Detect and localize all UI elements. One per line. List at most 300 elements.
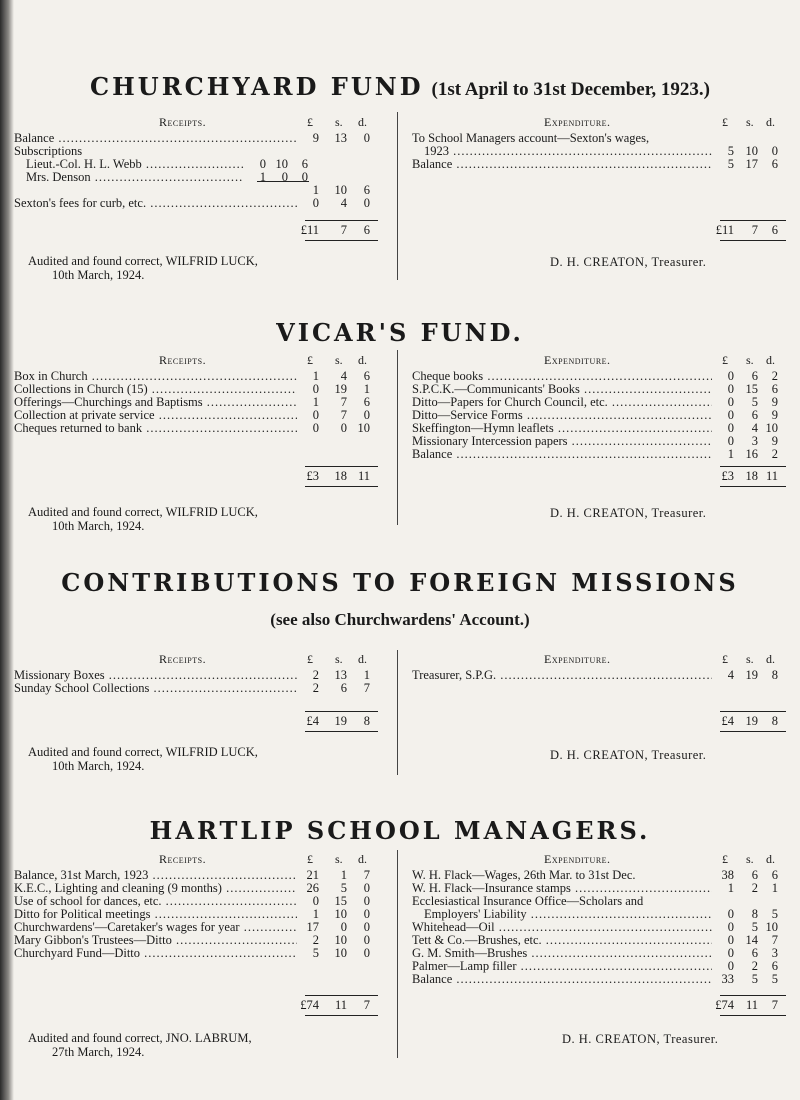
total-rule-bottom [305,486,378,487]
ledger-total-amount: 11 [334,998,347,1012]
ledger-amount: 0 [727,907,734,921]
audit-date: 27th March, 1924. [52,1045,145,1059]
ledger-row [14,669,376,682]
ledger-amount: 0 [340,421,347,435]
ledger-item-label: Palmer—Lamp filler ..... [412,960,712,973]
ledger-item-label: Balance ..... [412,973,712,986]
ledger-item-label: Offerings—Churchings and Baptisms ..... [14,396,297,409]
ledger-amount: 0 [363,894,370,908]
ledger-item-label: Mrs. Denson ..... [26,171,244,184]
ledger-row [412,383,782,396]
vicar-receipts [14,354,376,494]
ledger-row [14,934,376,947]
ledger-amount: 0 [727,369,734,383]
ledger-item-label: Use of school for dances, etc. ..... [14,895,297,908]
currency-column-header: s. [335,852,343,866]
ledger-amount: 33 [721,972,734,986]
ledger-amount: 6 [363,183,370,197]
ledger-item-label: Collection at private service ..... [14,409,297,422]
ledger-item-label: Collections in Church (15) ..... [14,383,297,396]
ledger-sub-amount: 0 [259,157,266,171]
total-rule-bottom [720,240,786,241]
ledger-amount: 17 [745,157,758,171]
ledger-row [14,145,376,158]
ledger-item-label: Ditto—Papers for Church Council, etc. ..... [412,396,712,409]
ledger-total-row [14,715,376,728]
ledger-item-label: Sunday School Collections ..... [14,682,297,695]
ledger-amount: 15 [334,894,347,908]
school-receipts [14,853,376,1028]
missions-expenditure [412,653,782,743]
ledger-amount: 10 [765,920,778,934]
ledger-amount: 1 [340,868,347,882]
churchyard-audit [28,254,258,282]
ledger-amount: 6 [751,408,758,422]
ledger-amount: 6 [751,946,758,960]
ledger-total-amount: 7 [363,998,370,1012]
ledger-amount: 6 [751,868,758,882]
ledger-sub-amount: 1 [259,170,266,184]
ledger-sub-amount: 0 [301,170,308,184]
currency-column-header: £ [307,115,313,129]
ledger-amount: 6 [363,395,370,409]
ledger-row [412,435,782,448]
ledger-item-label: S.P.C.K.—Communicants' Books ..... [412,383,712,396]
ledger-total-amount: 11 [745,998,758,1012]
ledger-amount: 0 [727,946,734,960]
currency-column-header: d. [766,852,775,866]
ledger-amount: 0 [363,907,370,921]
ledger-amount: 4 [340,196,347,210]
expenditure-heading: Expenditure. [544,852,611,866]
ledger-total-amount: £3 [306,469,319,483]
ledger-amount: 10 [334,946,347,960]
churchyard-receipts [14,116,376,246]
ledger-row [412,921,782,934]
ledger-row [412,908,782,921]
ledger-amount: 15 [745,382,758,396]
ledger-amount: 0 [363,920,370,934]
ledger-sub-amount: 0 [281,170,288,184]
ledger-row [14,409,376,422]
column-divider [397,650,398,775]
ledger-amount: 4 [340,369,347,383]
ledger-row [412,947,782,960]
vicars-fund-title: VICAR'S FUND. [276,318,524,347]
ledger-item-label: Skeffington—Hymn leaflets ..... [412,422,712,435]
expenditure-heading: Expenditure. [544,115,611,129]
total-rule-top [720,466,786,467]
total-rule-bottom [720,731,786,732]
audit-date: 10th March, 1924. [52,268,145,282]
total-rule-top [305,466,378,467]
currency-column-header: d. [358,115,367,129]
ledger-amount: 9 [771,408,778,422]
ledger-total-amount: 7 [771,998,778,1012]
ledger-row [14,895,376,908]
total-rule-top [720,995,786,996]
ledger-item-label: Balance ..... [412,448,712,461]
ledger-row [14,908,376,921]
audit-statement: Audited and found correct, JNO. LABRUM, [28,1031,252,1045]
currency-column-header: d. [358,652,367,666]
ledger-amount: 6 [771,868,778,882]
currency-column-header: s. [746,652,754,666]
ledger-item-label: Balance ..... [14,132,297,145]
currency-column-header: s. [335,353,343,367]
treasurer-signature: D. H. CREATON, Treasurer. [550,255,707,269]
ledger-total-amount: £11 [715,223,734,237]
ledger-amount: 6 [751,369,758,383]
ledger-row [412,145,782,158]
ledger-row [412,158,782,171]
ledger-total-amount: 18 [334,469,347,483]
currency-column-header: £ [722,652,728,666]
ledger-amount: 0 [363,881,370,895]
ledger-row [14,396,376,409]
school-managers-title: HARTLIP SCHOOL MANAGERS. [149,816,651,845]
currency-column-header: £ [307,852,313,866]
ledger-amount: 13 [334,131,347,145]
ledger-item-label: Balance ..... [412,158,712,171]
ledger-amount: 1 [312,907,319,921]
ledger-amount: 5 [727,144,734,158]
ledger-amount: 5 [771,972,778,986]
ledger-item-label: Box in Church ..... [14,370,297,383]
total-rule-top [720,220,786,221]
ledger-amount: 3 [751,434,758,448]
ledger-row [14,682,376,695]
vicar-expenditure [412,354,782,494]
ledger-amount: 5 [751,972,758,986]
ledger-total-amount: 19 [334,714,347,728]
currency-column-header: s. [335,115,343,129]
churchyard-expenditure [412,116,782,246]
ledger-item-label: To School Managers account—Sexton's wages, [412,132,650,145]
ledger-amount: 0 [363,131,370,145]
ledger-amount: 0 [312,894,319,908]
ledger-row [412,895,782,908]
ledger-amount: 0 [727,933,734,947]
ledger-row [14,947,376,960]
ledger-amount: 6 [771,959,778,973]
ledger-row [14,882,376,895]
ledger-amount: 38 [721,868,734,882]
ledger-amount: 7 [340,408,347,422]
receipts-heading: Receipts. [159,353,207,367]
expenditure-heading: Expenditure. [544,652,611,666]
missions-audit [28,745,258,773]
ledger-amount: 2 [751,959,758,973]
subtotal-rule [257,181,309,182]
ledger-total-amount: £11 [300,223,319,237]
audit-date: 10th March, 1924. [52,519,145,533]
ledger-row [412,882,782,895]
ledger-amount: 9 [771,395,778,409]
ledger-amount: 0 [312,421,319,435]
ledger-row [412,409,782,422]
missions-receipts [14,653,376,743]
expenditure-heading: Expenditure. [544,353,611,367]
treasurer-signature: D. H. CREATON, Treasurer. [550,506,707,520]
ledger-total-row [412,470,782,483]
ledger-row [14,197,376,210]
ledger-item-label: Tett & Co.—Brushes, etc. ..... [412,934,712,947]
ledger-amount: 3 [771,946,778,960]
ledger-total-amount: £4 [721,714,734,728]
ledger-amount: 10 [334,183,347,197]
ledger-item-label: 1923 ..... [424,145,712,158]
ledger-amount: 2 [312,668,319,682]
ledger-amount: 8 [751,907,758,921]
ledger-total-amount: 11 [357,469,370,483]
ledger-total-row [14,470,376,483]
ledger-total-amount: 6 [771,223,778,237]
currency-column-header: d. [766,115,775,129]
ledger-row [14,370,376,383]
currency-column-header: £ [722,353,728,367]
ledger-total-row [412,224,782,237]
ledger-row [14,171,376,184]
ledger-amount: 7 [771,933,778,947]
ledger-total-row [14,999,376,1012]
ledger-amount: 1 [771,881,778,895]
ledger-item-label: Treasurer, S.P.G. ..... [412,669,712,682]
currency-column-header: s. [746,852,754,866]
currency-column-header: d. [766,652,775,666]
receipts-heading: Receipts. [159,852,207,866]
ledger-row [14,132,376,145]
total-rule-bottom [305,1015,378,1016]
ledger-sub-amount: 6 [301,157,308,171]
ledger-amount: 0 [363,933,370,947]
total-rule-bottom [305,731,378,732]
currency-column-header: s. [335,652,343,666]
ledger-total-amount: 7 [751,223,758,237]
ledger-amount: 0 [363,408,370,422]
ledger-amount: 1 [312,183,319,197]
ledger-row [14,184,376,197]
ledger-row [14,158,376,171]
foreign-missions-title: CONTRIBUTIONS TO FOREIGN MISSIONS [61,568,739,597]
ledger-item-label: K.E.C., Lighting and cleaning (9 months) ..... [14,882,297,895]
audit-statement: Audited and found correct, WILFRID LUCK, [28,505,258,519]
currency-column-header: £ [722,115,728,129]
ledger-total-amount: 7 [340,223,347,237]
ledger-total-row [412,999,782,1012]
ledger-row [412,973,782,986]
ledger-total-amount: £4 [306,714,319,728]
ledger-amount: 2 [771,447,778,461]
ledger-amount: 9 [312,131,319,145]
audit-date: 10th March, 1924. [52,759,145,773]
ledger-amount: 1 [363,668,370,682]
total-rule-top [305,220,378,221]
ledger-amount: 16 [745,447,758,461]
audit-statement: Audited and found correct, WILFRID LUCK, [28,745,258,759]
ledger-amount: 2 [771,369,778,383]
vicar-audit [28,505,258,533]
foreign-missions-subtitle: (see also Churchwardens' Account.) [270,610,530,629]
ledger-amount: 19 [745,668,758,682]
ledger-item-label: Whitehead—Oil ..... [412,921,712,934]
total-rule-top [720,711,786,712]
receipts-heading: Receipts. [159,115,207,129]
ledger-item-label: W. H. Flack—Insurance stamps ..... [412,882,712,895]
ledger-total-amount: 11 [765,469,778,483]
ledger-amount: 0 [771,144,778,158]
ledger-amount: 2 [312,933,319,947]
ledger-row [14,422,376,435]
ledger-amount: 14 [745,933,758,947]
ledger-total-amount: 8 [771,714,778,728]
ledger-amount: 5 [727,157,734,171]
ledger-amount: 2 [751,881,758,895]
ledger-amount: 10 [357,421,370,435]
ledger-total-amount: 19 [745,714,758,728]
ledger-total-amount: 8 [363,714,370,728]
ledger-row [14,921,376,934]
ledger-amount: 8 [771,668,778,682]
ledger-row [412,370,782,383]
ledger-row [14,383,376,396]
ledger-amount: 5 [751,920,758,934]
ledger-amount: 6 [363,369,370,383]
ledger-item-label: Subscriptions [14,145,83,158]
ledger-row [412,132,782,145]
ledger-row [412,396,782,409]
ledger-amount: 19 [334,382,347,396]
ledger-total-amount: £74 [300,998,319,1012]
ledger-item-label: Lieut.-Col. H. L. Webb ..... [26,158,244,171]
ledger-row [412,934,782,947]
ledger-amount: 7 [363,681,370,695]
ledger-amount: 0 [363,196,370,210]
ledger-item-label: Ditto—Service Forms ..... [412,409,712,422]
ledger-item-label: Churchyard Fund—Ditto ..... [14,947,297,960]
ledger-total-row [14,224,376,237]
ledger-amount: 7 [363,868,370,882]
ledger-item-label: Balance, 31st March, 1923 ..... [14,869,297,882]
currency-column-header: s. [746,115,754,129]
ledger-amount: 6 [771,157,778,171]
ledger-total-amount: 18 [745,469,758,483]
ledger-amount: 10 [334,933,347,947]
ledger-amount: 1 [312,395,319,409]
column-divider [397,350,398,525]
churchyard-fund-title [0,72,800,101]
treasurer-signature: D. H. CREATON, Treasurer. [562,1032,719,1046]
total-rule-top [305,711,378,712]
ledger-amount: 5 [312,946,319,960]
ledger-total-amount: £74 [715,998,734,1012]
ledger-item-label: Sexton's fees for curb, etc. ..... [14,197,297,210]
currency-column-header: £ [307,652,313,666]
ledger-total-row [412,715,782,728]
ledger-amount: 0 [340,920,347,934]
ledger-item-label: Ecclesiastical Insurance Office—Scholars and [412,895,644,908]
ledger-amount: 0 [727,408,734,422]
ledger-item-label: Churchwardens'—Caretaker's wages for year ..... [14,921,297,934]
ledger-item-label: Missionary Intercession papers ..... [412,435,712,448]
ledger-item-label: Mary Gibbon's Trustees—Ditto ..... [14,934,297,947]
ledger-amount: 21 [306,868,319,882]
receipts-heading: Receipts. [159,652,207,666]
total-rule-bottom [720,486,786,487]
currency-column-header: s. [746,353,754,367]
ledger-amount: 0 [727,920,734,934]
ledger-amount: 7 [340,395,347,409]
ledger-amount: 0 [312,382,319,396]
school-expenditure [412,853,782,1028]
ledger-amount: 10 [765,421,778,435]
ledger-row [412,448,782,461]
ledger-amount: 9 [771,434,778,448]
currency-column-header: £ [722,852,728,866]
treasurer-signature: D. H. CREATON, Treasurer. [550,748,707,762]
ledger-amount: 4 [727,668,734,682]
currency-column-header: d. [358,852,367,866]
currency-column-header: d. [358,353,367,367]
ledger-amount: 5 [771,907,778,921]
ledger-amount: 0 [312,408,319,422]
ledger-item-label: Employers' Liability ..... [424,908,712,921]
ledger-item-label: Ditto for Political meetings ..... [14,908,297,921]
ledger-amount: 0 [727,959,734,973]
ledger-amount: 0 [727,421,734,435]
total-rule-top [305,995,378,996]
ledger-amount: 1 [727,881,734,895]
ledger-amount: 5 [751,395,758,409]
total-rule-bottom [305,240,378,241]
ledger-sub-amount: 10 [275,157,288,171]
ledger-amount: 6 [340,681,347,695]
ledger-amount: 0 [727,395,734,409]
total-rule-bottom [720,1015,786,1016]
ledger-amount: 10 [334,907,347,921]
ledger-item-label: W. H. Flack—Wages, 26th Mar. to 31st Dec. [412,869,636,882]
ledger-amount: 0 [363,946,370,960]
churchyard-fund-heading: CHURCHYARD FUND [90,72,424,101]
ledger-item-label: Missionary Boxes ..... [14,669,297,682]
ledger-total-amount: 6 [363,223,370,237]
ledger-amount: 1 [727,447,734,461]
ledger-amount: 2 [312,681,319,695]
column-divider [397,850,398,1058]
column-divider [397,112,398,280]
ledger-item-label: Cheques returned to bank ..... [14,422,297,435]
ledger-row [14,869,376,882]
ledger-amount: 26 [306,881,319,895]
ledger-amount: 17 [306,920,319,934]
churchyard-fund-period: (1st April to 31st December, 1923.) [431,79,710,100]
currency-column-header: £ [307,353,313,367]
ledger-item-label: G. M. Smith—Brushes ..... [412,947,712,960]
ledger-amount: 13 [334,668,347,682]
ledger-amount: 10 [745,144,758,158]
ledger-row [412,869,782,882]
ledger-amount: 4 [751,421,758,435]
ledger-amount: 1 [312,369,319,383]
ledger-amount: 0 [727,434,734,448]
ledger-amount: 0 [312,196,319,210]
ledger-row [412,669,782,682]
currency-column-header: d. [766,353,775,367]
ledger-item-label: Cheque books ..... [412,370,712,383]
ledger-amount: 5 [340,881,347,895]
audit-statement: Audited and found correct, WILFRID LUCK, [28,254,258,268]
ledger-amount: 1 [363,382,370,396]
